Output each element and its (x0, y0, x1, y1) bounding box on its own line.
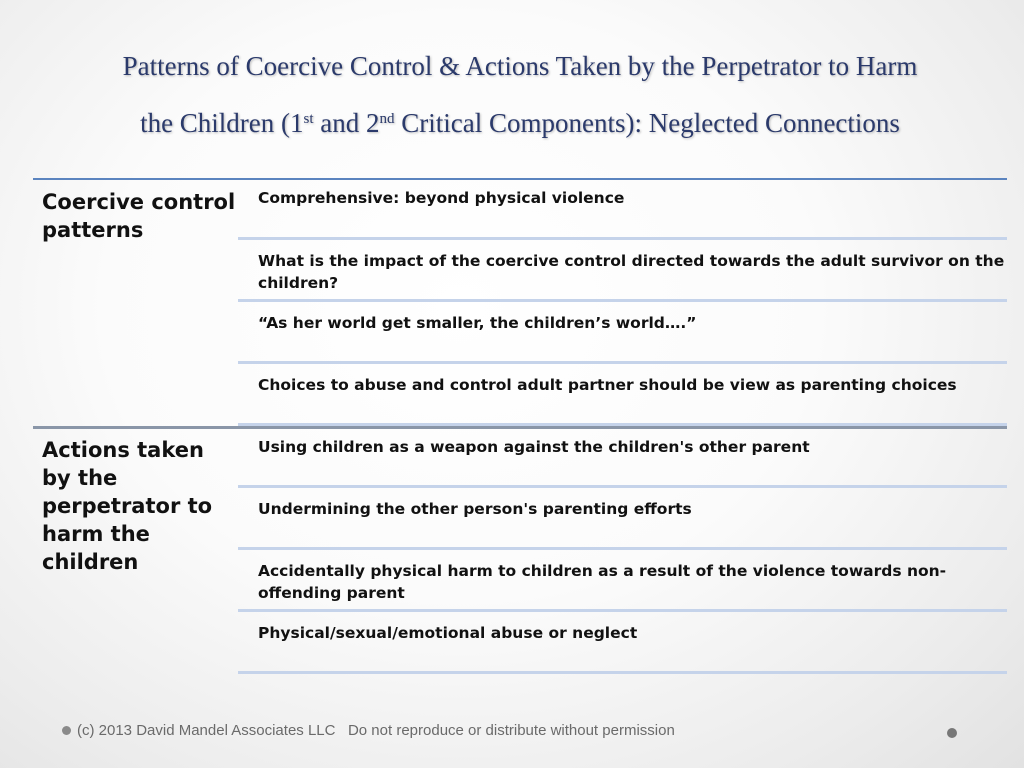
row-text: Accidentally physical harm to children as a result of the violence towards non-offending parent (258, 562, 947, 602)
row-text: Using children as a weapon against the children's other parent (258, 438, 810, 456)
group-heading: Actions taken by the perpetrator to harm the children (42, 438, 213, 574)
superscript: nd (379, 111, 395, 127)
title-text: and 2 (313, 108, 380, 138)
row-text: Comprehensive: beyond physical violence (258, 189, 625, 207)
title-line-2 (30, 95, 1010, 152)
title-text: the Children (1 (140, 108, 304, 138)
title-text: Critical Components): Neglected Connections (394, 108, 900, 138)
table-row (238, 426, 1007, 488)
slide-number-dot-icon (947, 728, 957, 738)
row-text: “As her world get smaller, the children’s world….” (258, 314, 697, 332)
row-text: Choices to abuse and control adult partner should be view as parenting choices (258, 376, 957, 394)
table-row (238, 612, 1007, 674)
bullet-icon (62, 726, 71, 735)
row-text: What is the impact of the coercive control directed towards the adult survivor on the children? (258, 252, 1005, 292)
group-heading: Coercive control patterns (42, 190, 236, 242)
group-rows (238, 178, 1007, 426)
components-table (33, 178, 1007, 674)
table-row (238, 550, 1007, 612)
title-line-1: Patterns of Coercive Control & Actions Taken by the Perpetrator to Harm (122, 51, 918, 81)
copyright-text: (c) 2013 David Mandel Associates LLC Do not reproduce or distribute without permission (77, 722, 675, 739)
superscript: st (303, 111, 314, 127)
table-row (238, 302, 1007, 364)
group-rows (238, 426, 1007, 674)
row-text: Undermining the other person's parenting efforts (258, 500, 692, 518)
divider (238, 671, 1007, 674)
footer (62, 722, 675, 739)
table-row (238, 488, 1007, 550)
slide-title (30, 38, 1010, 152)
table-row (238, 240, 1007, 302)
table-row (238, 364, 1007, 426)
group-actions-taken (33, 426, 1007, 674)
row-text: Physical/sexual/emotional abuse or neglect (258, 624, 638, 642)
table-row (238, 178, 1007, 240)
group-coercive-control (33, 178, 1007, 426)
